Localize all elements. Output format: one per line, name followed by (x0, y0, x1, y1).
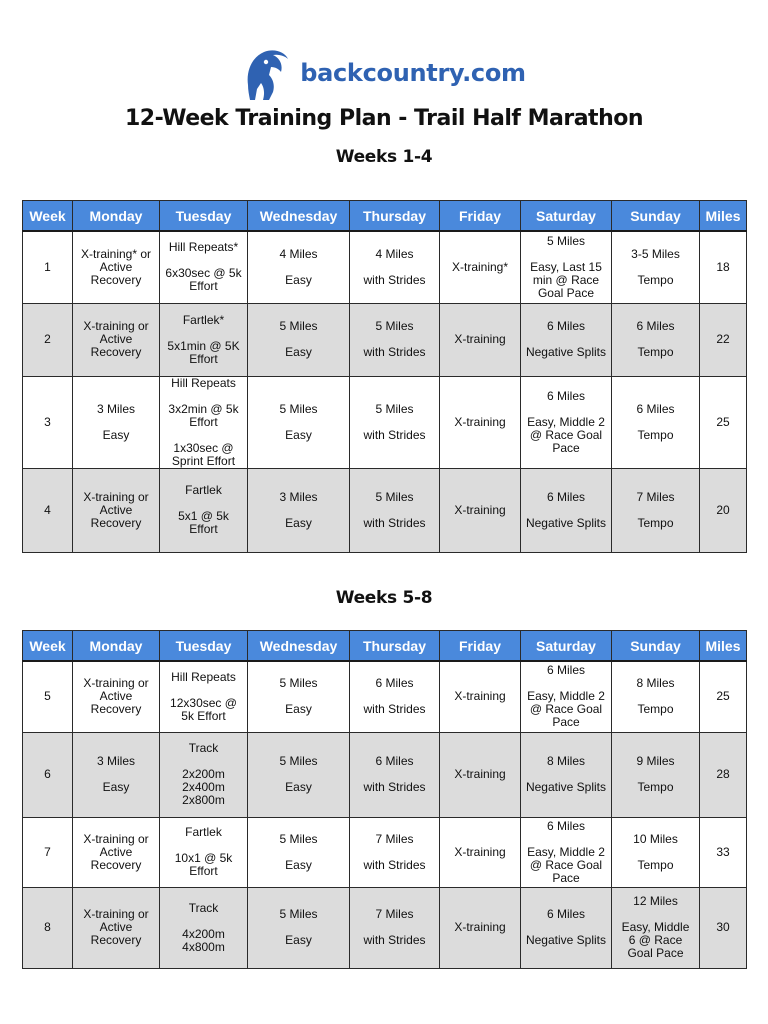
cell-text: Recovery (90, 857, 142, 872)
cell-thursday (350, 887, 440, 968)
cell-text: Sprint Effort (171, 453, 236, 468)
cell-text: 7 Miles (375, 907, 414, 921)
cell-tuesday (160, 303, 248, 376)
cell-saturday (521, 732, 612, 817)
column-header-friday: Friday (440, 201, 521, 232)
column-header-wednesday: Wednesday (248, 631, 350, 662)
cell-text: Tempo (637, 345, 674, 359)
cell-text: X-training (454, 767, 506, 781)
brand-logo (0, 44, 768, 102)
table-row (23, 661, 747, 732)
cell-text: 2x400m (182, 780, 225, 794)
cell-text: 8 Miles (546, 754, 585, 768)
cell-saturday (521, 661, 612, 732)
cell-monday (73, 468, 160, 552)
cell-text: 6 @ Race (628, 933, 683, 947)
column-header-week: Week (23, 201, 73, 232)
cell-miles: 25 (700, 661, 747, 732)
cell-tuesday (160, 231, 248, 303)
cell-text: Tempo (637, 780, 674, 794)
cell-miles: 18 (700, 231, 747, 303)
cell-text: Easy, Middle (621, 920, 690, 934)
cell-text: Easy, Middle 2 (527, 844, 605, 859)
cell-sunday (612, 468, 700, 552)
cell-text: Active (99, 259, 133, 274)
cell-sunday (612, 661, 700, 732)
cell-text: 2x200m (182, 767, 225, 781)
cell-text: Easy (285, 345, 312, 359)
cell-text: with Strides (363, 345, 426, 359)
cell-text: 5 Miles (279, 907, 318, 921)
cell-text: Negative Splits (525, 345, 607, 359)
cell-monday (73, 817, 160, 887)
cell-monday (73, 887, 160, 968)
table-header-row (23, 631, 747, 662)
cell-text: Pace (552, 440, 580, 455)
cell-text: 4x800m (182, 939, 225, 954)
cell-friday (440, 231, 521, 303)
cell-sunday (612, 231, 700, 303)
cell-text: Active (99, 920, 133, 934)
cell-text: 5 Miles (375, 401, 414, 416)
cell-text: X-training (454, 920, 506, 934)
cell-text: Tempo (637, 515, 674, 530)
cell-text: 5 Miles (375, 319, 414, 333)
cell-text: Goal Pace (627, 946, 684, 960)
cell-miles: 33 (700, 817, 747, 887)
cell-wednesday (248, 887, 350, 968)
cell-text: with Strides (363, 780, 426, 794)
cell-text: Negative Splits (525, 515, 607, 530)
cell-text: Easy, Last 15 (530, 259, 602, 274)
cell-text: X-training or (83, 676, 149, 691)
column-header-saturday: Saturday (521, 631, 612, 662)
cell-text: Negative Splits (525, 933, 607, 947)
cell-text: 12x30sec @ (170, 695, 237, 710)
cell-text: Easy (102, 427, 130, 442)
cell-text: 5x1min @ 5K (167, 338, 240, 353)
column-header-monday: Monday (73, 631, 160, 662)
section-title-weeks-1-4: Weeks 1-4 (335, 147, 433, 167)
cell-text: 3 Miles (279, 489, 318, 504)
cell-saturday (521, 817, 612, 887)
cell-miles: 20 (700, 468, 747, 552)
cell-text: 5 Miles (279, 676, 318, 691)
cell-text: Easy (285, 780, 312, 794)
cell-friday (440, 661, 521, 732)
section-title-weeks-5-8: Weeks 5-8 (335, 588, 433, 608)
cell-saturday (521, 468, 612, 552)
cell-text: 6 Miles (636, 319, 675, 333)
cell-thursday (350, 303, 440, 376)
cell-sunday (612, 732, 700, 817)
cell-text: 6 Miles (546, 388, 585, 403)
cell-thursday (350, 732, 440, 817)
cell-text: 5 Miles (279, 754, 318, 768)
cell-text: Track (188, 900, 219, 915)
cell-text: Hill Repeats* (168, 240, 239, 255)
column-header-tuesday: Tuesday (160, 631, 248, 662)
cell-friday (440, 887, 521, 968)
cell-text: Negative Splits (525, 780, 607, 794)
cell-text: X-training (454, 332, 506, 346)
cell-text: X-training* or (80, 246, 152, 261)
column-header-wednesday: Wednesday (248, 201, 350, 232)
cell-week: 7 (23, 817, 73, 887)
cell-text: Active (99, 689, 133, 704)
cell-text: with Strides (363, 933, 426, 947)
cell-text: 6 Miles (636, 401, 675, 416)
cell-text: Recovery (90, 515, 142, 530)
cell-text: X-training (454, 502, 506, 517)
cell-miles: 22 (700, 303, 747, 376)
cell-text: Effort (189, 351, 218, 366)
cell-saturday (521, 376, 612, 468)
cell-wednesday (248, 231, 350, 303)
cell-text: Fartlek (185, 825, 222, 839)
cell-text: Pace (552, 870, 580, 885)
cell-text: 4 Miles (375, 246, 414, 261)
cell-text: Tempo (637, 857, 674, 872)
cell-text: 5 Miles (279, 401, 318, 416)
cell-text: with Strides (363, 515, 426, 530)
cell-text: X-training (454, 844, 506, 859)
cell-text: 6 Miles (546, 818, 585, 833)
cell-friday (440, 468, 521, 552)
cell-text: Fartlek* (182, 312, 225, 327)
cell-text: Effort (189, 414, 218, 429)
cell-text: X-training or (83, 907, 149, 921)
cell-sunday (612, 817, 700, 887)
column-header-thursday: Thursday (350, 201, 440, 232)
table-header-row (23, 201, 747, 232)
cell-text: 10x1 @ 5k (174, 851, 233, 865)
cell-text: Easy (285, 857, 312, 872)
cell-wednesday (248, 732, 350, 817)
cell-text: 6 Miles (375, 754, 414, 768)
cell-text: Easy, Middle 2 (527, 689, 605, 704)
cell-text: min @ Race (532, 272, 600, 287)
cell-text: Recovery (90, 345, 142, 359)
cell-text: 6 Miles (546, 907, 585, 921)
cell-text: Recovery (90, 272, 142, 287)
cell-text: 4 Miles (279, 246, 318, 261)
cell-text: 3 Miles (96, 401, 135, 416)
cell-friday (440, 376, 521, 468)
cell-text: Track (188, 741, 219, 755)
column-header-sunday: Sunday (612, 631, 700, 662)
cell-text: 5 Miles (375, 489, 414, 504)
cell-text: Easy (285, 515, 312, 530)
table-row (23, 468, 747, 552)
cell-text: @ Race Goal (529, 427, 603, 442)
table-row (23, 732, 747, 817)
cell-text: 3 Miles (96, 754, 135, 768)
cell-text: X-training* (451, 259, 509, 274)
cell-text: 6 Miles (546, 319, 585, 333)
cell-wednesday (248, 468, 350, 552)
cell-wednesday (248, 661, 350, 732)
cell-monday (73, 231, 160, 303)
cell-monday (73, 732, 160, 817)
cell-monday (73, 661, 160, 732)
cell-tuesday (160, 817, 248, 887)
training-table-weeks-5-8 (22, 630, 747, 969)
cell-tuesday (160, 887, 248, 968)
cell-thursday (350, 661, 440, 732)
cell-text: Tempo (637, 427, 674, 442)
cell-thursday (350, 468, 440, 552)
cell-text: Effort (189, 864, 218, 878)
cell-week: 5 (23, 661, 73, 732)
cell-text: 7 Miles (636, 489, 675, 504)
cell-week: 2 (23, 303, 73, 376)
column-header-thursday: Thursday (350, 631, 440, 662)
cell-text: 6 Miles (375, 676, 414, 691)
cell-friday (440, 732, 521, 817)
cell-week: 1 (23, 231, 73, 303)
cell-wednesday (248, 817, 350, 887)
cell-sunday (612, 303, 700, 376)
cell-monday (73, 376, 160, 468)
column-header-miles: Miles (700, 631, 747, 662)
cell-week: 3 (23, 376, 73, 468)
cell-text: Effort (189, 279, 218, 294)
cell-text: 6 Miles (546, 663, 585, 678)
cell-text: Easy (285, 272, 312, 287)
cell-text: Pace (552, 715, 580, 730)
cell-friday (440, 303, 521, 376)
cell-text: X-training (454, 689, 506, 704)
cell-text: Easy, Middle 2 (527, 414, 605, 429)
cell-text: Easy (285, 702, 312, 717)
cell-text: Easy (285, 933, 312, 947)
cell-miles: 30 (700, 887, 747, 968)
cell-text: Tempo (637, 272, 674, 287)
column-header-miles: Miles (700, 201, 747, 232)
cell-tuesday (160, 732, 248, 817)
cell-text: Recovery (90, 933, 142, 947)
cell-week: 4 (23, 468, 73, 552)
cell-thursday (350, 376, 440, 468)
cell-text: 9 Miles (636, 754, 675, 768)
cell-miles: 28 (700, 732, 747, 817)
cell-text: 5k Effort (181, 708, 226, 723)
cell-text: Hill Repeats (171, 376, 236, 390)
cell-text: Active (99, 332, 133, 346)
cell-text: Tempo (637, 702, 674, 717)
cell-text: Easy (102, 780, 130, 794)
cell-sunday (612, 887, 700, 968)
cell-text: 5 Miles (279, 319, 318, 333)
cell-text: Goal Pace (537, 285, 595, 300)
cell-text: Recovery (90, 702, 142, 717)
table-row (23, 817, 747, 887)
cell-text: X-training or (83, 831, 149, 846)
cell-monday (73, 303, 160, 376)
cell-text: X-training or (83, 319, 149, 333)
cell-text: @ Race Goal (529, 857, 603, 872)
cell-text: Fartlek (185, 483, 222, 497)
cell-miles: 25 (700, 376, 747, 468)
cell-text: 4x200m (182, 926, 225, 941)
cell-thursday (350, 231, 440, 303)
cell-text: @ Race Goal (529, 702, 603, 717)
cell-text: 2x800m (182, 793, 225, 807)
cell-saturday (521, 303, 612, 376)
column-header-friday: Friday (440, 631, 521, 662)
cell-text: 6x30sec @ 5k (165, 266, 242, 281)
cell-text: 5x1 @ 5k (178, 509, 229, 523)
page-title: 12-Week Training Plan - Trail Half Marathon (124, 106, 644, 131)
column-header-week: Week (23, 631, 73, 662)
column-header-monday: Monday (73, 201, 160, 232)
cell-text: Effort (189, 522, 218, 536)
column-header-saturday: Saturday (521, 201, 612, 232)
cell-text: Easy (285, 427, 312, 442)
cell-text: 8 Miles (636, 676, 675, 691)
cell-text: with Strides (363, 702, 426, 717)
table-row (23, 303, 747, 376)
cell-text: Active (99, 502, 133, 517)
cell-tuesday (160, 468, 248, 552)
cell-saturday (521, 887, 612, 968)
cell-text: with Strides (363, 427, 426, 442)
cell-text: with Strides (363, 857, 426, 872)
goat-head-icon (242, 45, 292, 101)
cell-tuesday (160, 376, 248, 468)
cell-text: 3-5 Miles (631, 246, 680, 261)
cell-text: Hill Repeats (171, 669, 236, 684)
cell-week: 8 (23, 887, 73, 968)
cell-text: 6 Miles (546, 489, 585, 504)
cell-text: 5 Miles (279, 831, 318, 846)
cell-text: 12 Miles (633, 894, 678, 908)
cell-text: Active (99, 844, 133, 859)
column-header-tuesday: Tuesday (160, 201, 248, 232)
cell-text: X-training (454, 414, 506, 429)
cell-text: 5 Miles (546, 233, 585, 248)
cell-text: 7 Miles (375, 831, 414, 846)
cell-text: 1x30sec @ (173, 440, 234, 455)
cell-thursday (350, 817, 440, 887)
cell-wednesday (248, 303, 350, 376)
brand-name: backcountry.com (300, 59, 526, 87)
column-header-sunday: Sunday (612, 201, 700, 232)
cell-tuesday (160, 661, 248, 732)
cell-friday (440, 817, 521, 887)
table-row (23, 231, 747, 303)
cell-text: X-training or (83, 489, 149, 504)
cell-text: 10 Miles (633, 831, 678, 846)
cell-saturday (521, 231, 612, 303)
table-row (23, 887, 747, 968)
cell-text: 3x2min @ 5k (168, 401, 239, 416)
training-table-weeks-1-4 (22, 200, 747, 553)
cell-text: with Strides (363, 272, 426, 287)
table-row (23, 376, 747, 468)
cell-wednesday (248, 376, 350, 468)
cell-sunday (612, 376, 700, 468)
cell-week: 6 (23, 732, 73, 817)
